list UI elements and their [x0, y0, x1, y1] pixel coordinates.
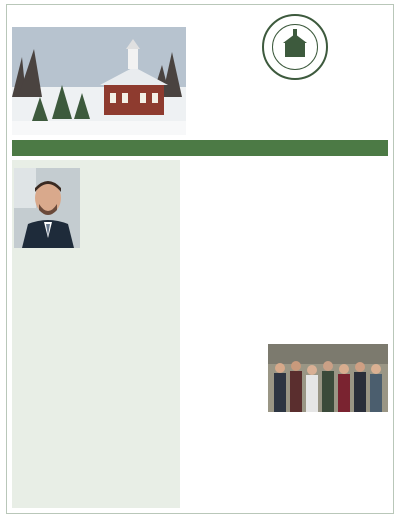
manager-photo [14, 168, 80, 248]
garbage-body [186, 180, 388, 256]
seal-inner-ring [272, 24, 318, 70]
village-seal-logo [262, 14, 328, 80]
village-board-photo [268, 344, 388, 412]
masthead-banner [12, 140, 388, 156]
village-hall-photo [12, 27, 186, 135]
